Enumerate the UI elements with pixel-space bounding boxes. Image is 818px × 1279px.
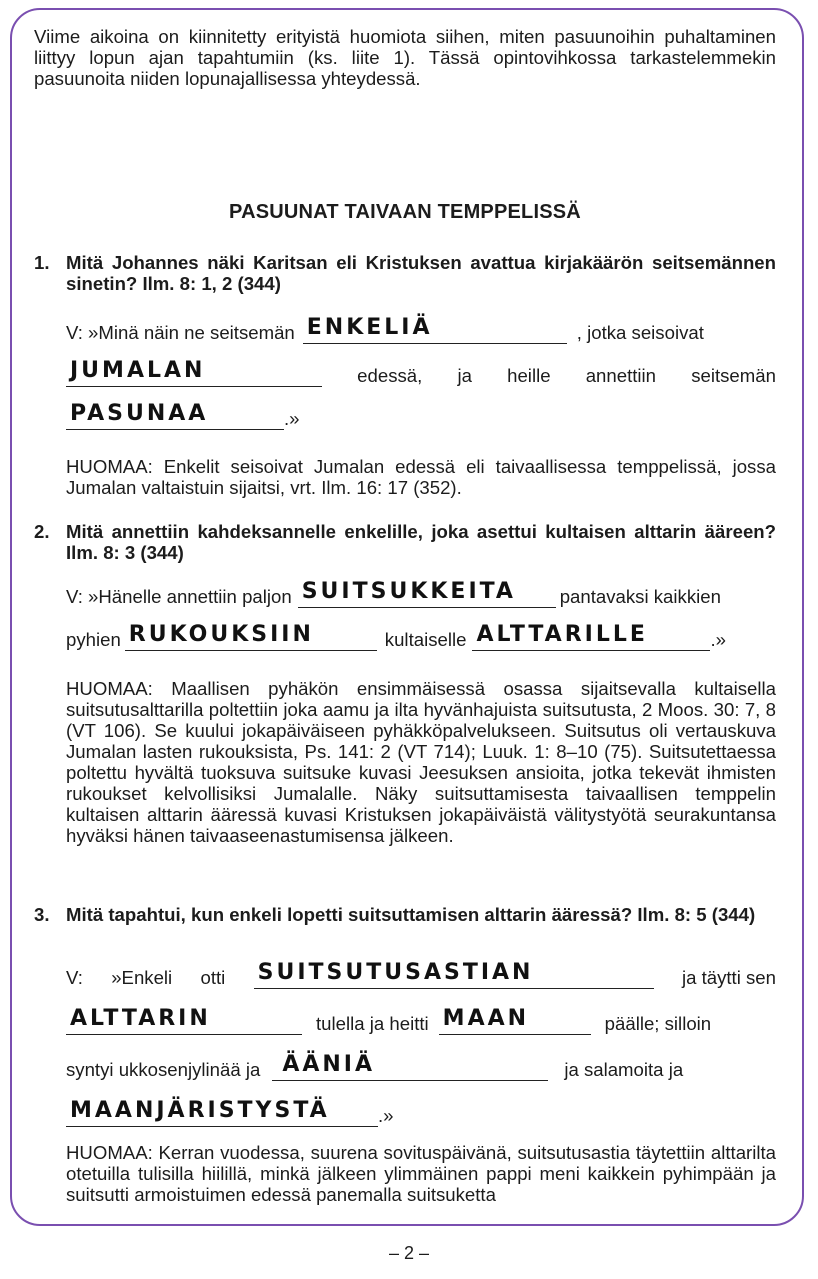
q3-answer-1: SUITSUTUSASTIAN [257, 960, 534, 985]
q3-blank-3[interactable] [439, 1006, 591, 1035]
q1-blank-1[interactable] [303, 315, 567, 344]
q1-word: heille [507, 365, 551, 386]
q3-answer-4: ÄÄNIÄ [282, 1052, 375, 1077]
page-border [10, 8, 804, 1226]
q3-note: HUOMAA: Kerran vuodessa, suurena sovituspäivänä, suitsutusastia täytettiin alttarilta otetuilla tulisilla hiilillä, minkä jälkeen ylimmäinen pappi meni kaikkein pyhimpään ja suitsutti armoistuimen edessä panemalla suitsuketta [66, 1142, 776, 1205]
q1-word: seitsemän [691, 365, 776, 386]
q2-blank-1[interactable] [298, 579, 556, 608]
q2-word-pyhien: pyhien [66, 629, 121, 650]
q3-answer-line-3 [66, 1052, 776, 1081]
q1-answer-line-1 [66, 315, 776, 344]
q1-answer-end: .» [284, 408, 300, 429]
q3-word: V: [66, 967, 83, 988]
q2-answer-line-2 [66, 622, 776, 651]
q1-answer-prefix: V: »Minä näin ne seitsemän [66, 322, 295, 343]
q1-word: annettiin [585, 365, 657, 386]
q1-answer-1: ENKELIÄ [306, 315, 433, 340]
q2-answer-prefix: V: »Hänelle annettiin paljon [66, 586, 292, 607]
q1-blank-3[interactable] [66, 401, 284, 430]
section-title: PASUUNAT TAIVAAN TEMPPELISSÄ [229, 201, 581, 223]
q3-answer-2: ALTTARIN [70, 1006, 211, 1031]
q1-answer-line-2 [66, 358, 776, 387]
q2-answer-suffix: pantavaksi kaikkien [559, 586, 721, 607]
q1-blank-2[interactable] [66, 358, 322, 387]
intro-paragraph: Viime aikoina on kiinnitetty erityistä huomiota siihen, miten pasuunoihin puhaltaminen liittyy lopun ajan tapahtumiin (ks. liite 1). Tässä opintovihkossa tarkastelemmekin pasuunoita niiden lopunajallisessa yhteydessä. [34, 26, 776, 89]
q3-blank-5[interactable] [66, 1098, 378, 1127]
q2-blank-2[interactable] [125, 622, 377, 651]
q1-answer-suffix: , jotka seisoivat [576, 322, 704, 343]
q1-word: ja [457, 365, 472, 386]
q2-blank-3[interactable] [472, 622, 710, 651]
q2-answer-line-1 [66, 579, 776, 608]
q1-answer-2: JUMALAN [70, 358, 206, 383]
q3-answer-line-1 [66, 960, 776, 989]
q3-words-paalle: päälle; silloin [604, 1013, 712, 1034]
q1-answer-3: PASUNAA [70, 401, 209, 426]
q3-answer-5: MAANJÄRISTYSTÄ [70, 1098, 330, 1123]
q3-answer-line-4 [66, 1098, 776, 1127]
q1-note: HUOMAA: Enkelit seisoivat Jumalan edessä eli taivaallisessa temppelissä, jossa Jumalan valtaistuin sijaitsi, vrt. Ilm. 16: 17 (352). [66, 456, 776, 498]
q3-words-syntyi: syntyi ukkosenjylinää ja [66, 1059, 261, 1080]
q2-word-kultaiselle: kultaiselle [384, 629, 467, 650]
q3-word: otti [200, 967, 226, 988]
question-2-number: 2. [34, 521, 50, 542]
question-2-text: Mitä annettiin kahdeksannelle enkelille, joka asettui kultaisen alttarin ääreen? Ilm. 8: 3 (344) [66, 521, 776, 563]
q3-answer-3: MAAN [442, 1006, 530, 1031]
q3-words-salamoita: ja salamoita ja [564, 1059, 684, 1080]
page-number: – 2 – [388, 1243, 430, 1263]
q3-blank-1[interactable] [254, 960, 654, 989]
q1-answer-line-3 [66, 401, 776, 430]
question-3-number: 3. [34, 904, 50, 925]
q3-words-tulella: tulella ja heitti [316, 1013, 429, 1034]
q3-word: »Enkeli [111, 967, 173, 988]
q3-blank-2[interactable] [66, 1006, 302, 1035]
q3-answer-end: .» [378, 1105, 394, 1126]
question-1-number: 1. [34, 252, 50, 273]
q1-word: edessä, [357, 365, 423, 386]
q3-answer-line-2 [66, 1006, 776, 1035]
q2-answer-3: ALTTARILLE [476, 622, 648, 647]
question-3-text: Mitä tapahtui, kun enkeli lopetti suitsuttamisen alttarin ääressä? Ilm. 8: 5 (344) [66, 904, 756, 925]
q2-answer-1: SUITSUKKEITA [301, 579, 516, 604]
q3-answer-suffix: ja täytti sen [681, 967, 776, 988]
q2-answer-2: RUKOUKSIIN [128, 622, 314, 647]
question-1-text: Mitä Johannes näki Karitsan eli Kristuksen avattua kirjakäärön seitsemännen sinetin? Ilm. 8: 1, 2 (344) [66, 252, 776, 294]
q2-answer-end: .» [710, 629, 726, 650]
q2-note: HUOMAA: Maallisen pyhäkön ensimmäisessä osassa sijaitsevalla kultaisella suitsutusalttarilla poltettiin joka aamu ja ilta hyvänhajuista suitsutusta, 2 Moos. 30: 7, 8 (VT 106). Se kuului jokapäiväiseen pyhäkköpalvelukseen. Suitsutus oli vertauskuva Jumalan lasten rukouksista, Ps. 141: 2 (VT 714); Luuk. 1: 8–10 (75). Suitsutettaessa poltettu hyvältä tuoksuva suitsuke kuvasi Jeesuksen ansioita, jotka tekevät ihmisten rukoukset kelvollisiksi Jumalalle. Näky suitsuttamisesta taivaallisen temppelin kultaisen alttarin ääressä kuvasi Kristuksen jokapäiväistä välitystyötä seurakuntansa hyväksi hänen taivaaseenastumisensa jälkeen. [66, 678, 776, 846]
q3-blank-4[interactable] [272, 1052, 548, 1081]
